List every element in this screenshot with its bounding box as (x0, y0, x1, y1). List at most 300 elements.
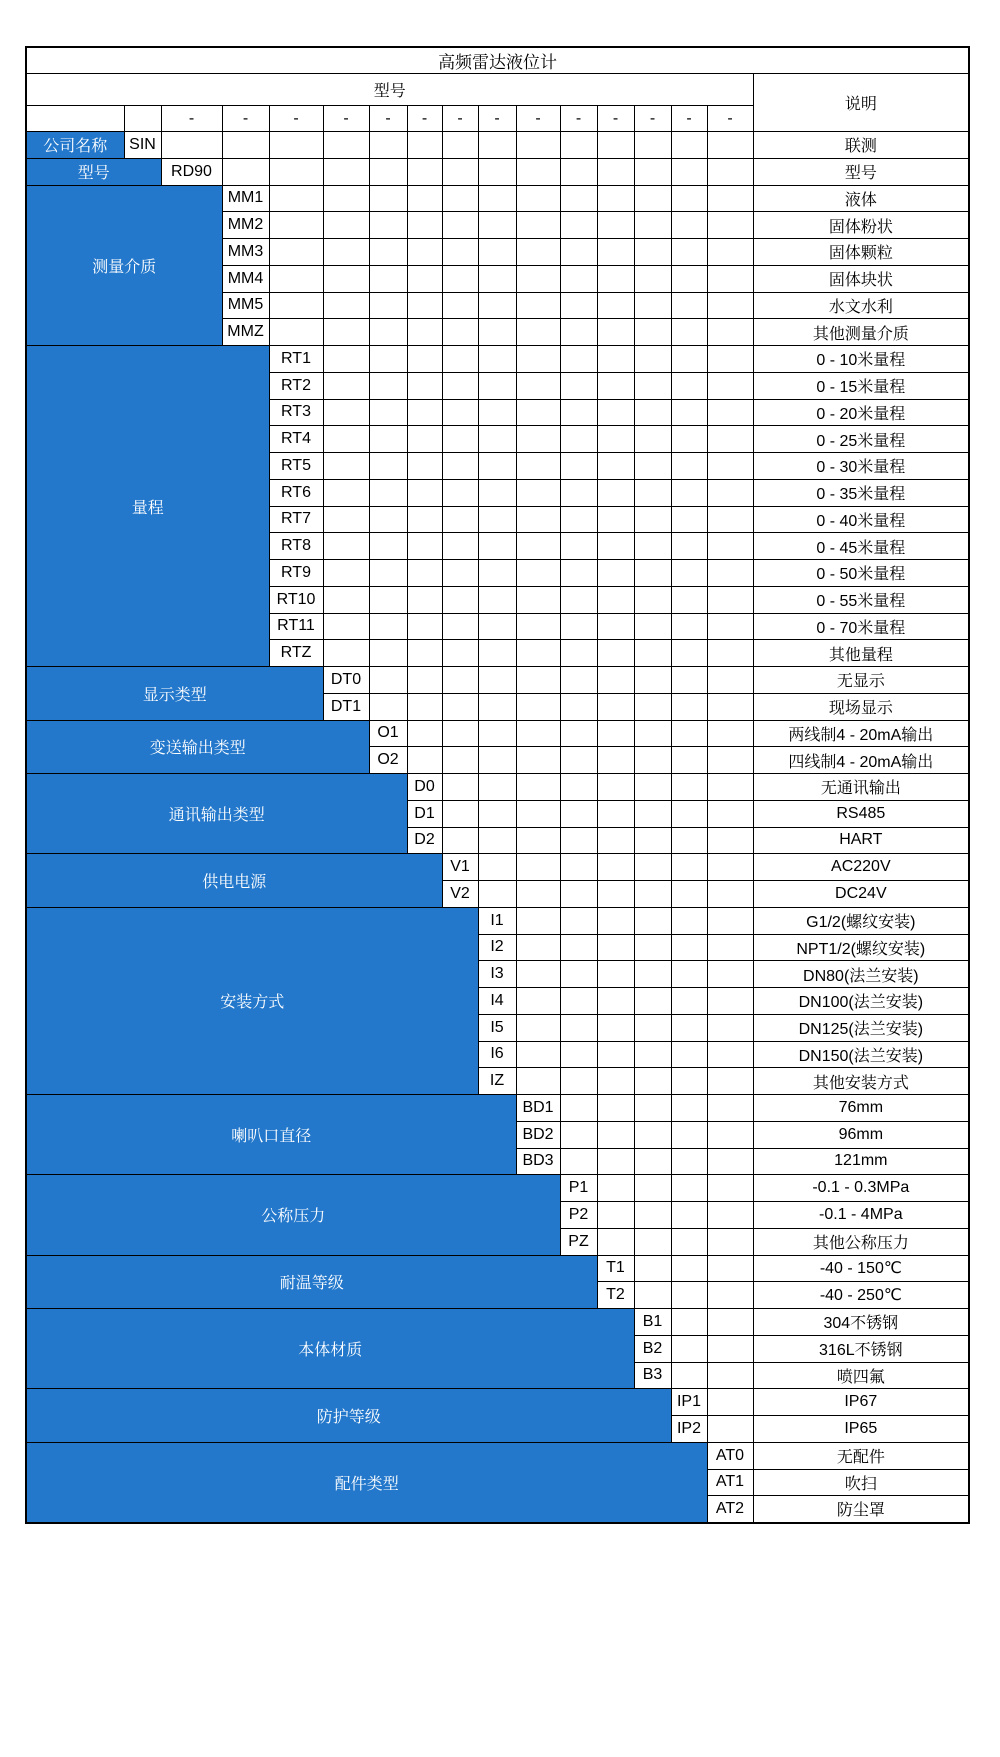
code-cell: RT6 (269, 479, 323, 506)
empty-cell (222, 158, 269, 185)
description-cell: 0 - 25米量程 (753, 426, 969, 453)
empty-cell (597, 212, 634, 239)
empty-cell (707, 961, 753, 988)
dash-cell: - (407, 106, 442, 132)
empty-cell (369, 453, 407, 480)
empty-cell (671, 506, 707, 533)
empty-cell (407, 185, 442, 212)
empty-cell (323, 265, 369, 292)
spec-row (26, 907, 969, 934)
empty-cell (597, 693, 634, 720)
empty-cell (634, 1228, 671, 1255)
spec-table-body (26, 132, 969, 1523)
empty-cell (516, 132, 560, 159)
empty-cell (707, 1175, 753, 1202)
code-cell: MM2 (222, 212, 269, 239)
description-cell: DN150(法兰安装) (753, 1041, 969, 1068)
empty-cell (671, 533, 707, 560)
empty-cell (597, 1121, 634, 1148)
category-cell: 供电电源 (26, 854, 442, 908)
empty-cell (407, 613, 442, 640)
empty-cell (634, 158, 671, 185)
empty-cell (634, 1014, 671, 1041)
empty-cell (369, 399, 407, 426)
empty-cell (478, 506, 516, 533)
empty-cell (597, 747, 634, 774)
empty-cell (323, 533, 369, 560)
empty-cell (323, 506, 369, 533)
empty-cell (707, 1041, 753, 1068)
empty-cell (516, 720, 560, 747)
empty-cell (671, 1309, 707, 1336)
description-cell: 现场显示 (753, 693, 969, 720)
empty-cell (442, 319, 478, 346)
empty-cell (671, 1202, 707, 1229)
empty-cell (478, 560, 516, 587)
empty-cell (516, 881, 560, 908)
empty-cell (560, 399, 597, 426)
empty-cell (478, 854, 516, 881)
empty-cell (671, 988, 707, 1015)
empty-cell (323, 586, 369, 613)
empty-cell (671, 747, 707, 774)
spec-row (26, 1255, 969, 1282)
spec-row (26, 185, 969, 212)
empty-cell (707, 372, 753, 399)
code-cell: B2 (634, 1335, 671, 1362)
empty-cell (671, 239, 707, 266)
empty-cell (707, 132, 753, 159)
empty-cell (671, 1014, 707, 1041)
description-cell: 96mm (753, 1121, 969, 1148)
empty-cell (478, 533, 516, 560)
empty-cell (597, 586, 634, 613)
empty-cell (671, 1228, 707, 1255)
empty-cell (560, 881, 597, 908)
empty-cell (369, 426, 407, 453)
model-selection-table (25, 46, 970, 1524)
empty-cell (707, 1309, 753, 1336)
empty-cell (516, 988, 560, 1015)
empty-cell (478, 640, 516, 667)
empty-cell (516, 907, 560, 934)
category-cell: 测量介质 (26, 185, 222, 346)
description-cell: -40 - 150℃ (753, 1255, 969, 1282)
empty-cell (478, 453, 516, 480)
empty-cell (707, 265, 753, 292)
empty-cell (707, 881, 753, 908)
empty-cell (707, 1282, 753, 1309)
empty-cell (442, 560, 478, 587)
spec-row (26, 1309, 969, 1336)
empty-cell (597, 1014, 634, 1041)
empty-cell (671, 1121, 707, 1148)
empty-cell (597, 319, 634, 346)
empty-cell (707, 693, 753, 720)
empty-cell (671, 399, 707, 426)
code-cell: RT4 (269, 426, 323, 453)
empty-cell (707, 506, 753, 533)
empty-cell (323, 319, 369, 346)
description-cell: 液体 (753, 185, 969, 212)
empty-cell (516, 827, 560, 854)
empty-cell (478, 800, 516, 827)
empty-cell (560, 426, 597, 453)
empty-cell (671, 827, 707, 854)
empty-cell (707, 1389, 753, 1416)
spec-row (26, 667, 969, 694)
empty-cell (671, 1041, 707, 1068)
empty-cell (634, 774, 671, 801)
dash-cell: - (478, 106, 516, 132)
empty-cell (597, 132, 634, 159)
empty-cell (407, 693, 442, 720)
empty-cell (634, 907, 671, 934)
description-cell: 两线制4 - 20mA输出 (753, 720, 969, 747)
empty-cell (671, 453, 707, 480)
description-cell: RS485 (753, 800, 969, 827)
empty-cell (442, 265, 478, 292)
empty-cell (634, 132, 671, 159)
empty-cell (560, 506, 597, 533)
description-cell: AC220V (753, 854, 969, 881)
empty-cell (369, 265, 407, 292)
empty-cell (707, 907, 753, 934)
empty-cell (269, 212, 323, 239)
empty-cell (369, 560, 407, 587)
empty-cell (634, 1202, 671, 1229)
description-cell: 喷四氟 (753, 1362, 969, 1389)
description-cell: 0 - 50米量程 (753, 560, 969, 587)
code-cell: I4 (478, 988, 516, 1015)
empty-cell (671, 961, 707, 988)
empty-cell (323, 640, 369, 667)
empty-cell (407, 560, 442, 587)
empty-cell (707, 1416, 753, 1443)
empty-cell (707, 185, 753, 212)
model-selection-table-wrap (25, 46, 970, 1524)
empty-cell (478, 212, 516, 239)
dash-cell: - (597, 106, 634, 132)
description-cell: 固体颗粒 (753, 239, 969, 266)
empty-cell (597, 185, 634, 212)
empty-cell (671, 881, 707, 908)
empty-cell (516, 774, 560, 801)
empty-cell (478, 158, 516, 185)
spec-row (26, 774, 969, 801)
description-cell: 76mm (753, 1095, 969, 1122)
empty-cell (269, 185, 323, 212)
spec-row (26, 720, 969, 747)
empty-cell (707, 1228, 753, 1255)
empty-cell (442, 586, 478, 613)
description-cell: IP67 (753, 1389, 969, 1416)
empty-cell (671, 774, 707, 801)
empty-cell (323, 158, 369, 185)
empty-cell (516, 693, 560, 720)
empty-cell (516, 747, 560, 774)
empty-cell (516, 185, 560, 212)
empty-cell (478, 693, 516, 720)
empty-cell (323, 372, 369, 399)
empty-cell (516, 506, 560, 533)
empty-cell (634, 479, 671, 506)
dash-cell: - (222, 106, 269, 132)
description-cell: 0 - 40米量程 (753, 506, 969, 533)
empty-cell (478, 132, 516, 159)
empty-cell (634, 533, 671, 560)
code-cell: B3 (634, 1362, 671, 1389)
empty-cell (634, 1041, 671, 1068)
empty-cell (369, 613, 407, 640)
empty-cell (516, 426, 560, 453)
code-cell: I1 (478, 907, 516, 934)
empty-cell (671, 185, 707, 212)
empty-cell (597, 1175, 634, 1202)
description-cell: 联测 (753, 132, 969, 159)
spec-row (26, 158, 969, 185)
empty-cell (478, 774, 516, 801)
dash-cell: - (634, 106, 671, 132)
empty-cell (671, 372, 707, 399)
empty-cell (442, 453, 478, 480)
code-cell: BD3 (516, 1148, 560, 1175)
empty-cell (407, 426, 442, 453)
description-cell: 固体粉状 (753, 212, 969, 239)
empty-cell (407, 292, 442, 319)
empty-cell (634, 1148, 671, 1175)
empty-cell (560, 560, 597, 587)
code-cell: PZ (560, 1228, 597, 1255)
empty-cell (478, 667, 516, 694)
code-cell: D2 (407, 827, 442, 854)
empty-cell (634, 667, 671, 694)
empty-cell (707, 479, 753, 506)
empty-cell (671, 158, 707, 185)
description-cell: 0 - 15米量程 (753, 372, 969, 399)
empty-cell (442, 132, 478, 159)
empty-cell (407, 533, 442, 560)
empty-cell (597, 506, 634, 533)
empty-cell (671, 346, 707, 373)
empty-cell (369, 693, 407, 720)
empty-cell (560, 1095, 597, 1122)
category-cell: 公称压力 (26, 1175, 560, 1255)
empty-cell (560, 827, 597, 854)
empty-cell (671, 613, 707, 640)
code-cell: RT10 (269, 586, 323, 613)
empty-cell (369, 640, 407, 667)
empty-cell (369, 239, 407, 266)
empty-cell (634, 934, 671, 961)
code-cell: IP2 (671, 1416, 707, 1443)
empty-cell (407, 265, 442, 292)
empty-cell (560, 239, 597, 266)
empty-cell (478, 586, 516, 613)
description-cell: 0 - 30米量程 (753, 453, 969, 480)
empty-cell (597, 1148, 634, 1175)
description-cell: 其他公称压力 (753, 1228, 969, 1255)
empty-cell (671, 560, 707, 587)
empty-cell (597, 613, 634, 640)
code-cell: AT0 (707, 1442, 753, 1469)
empty-cell (516, 399, 560, 426)
empty-cell (407, 372, 442, 399)
code-cell: IP1 (671, 1389, 707, 1416)
empty-cell (161, 132, 222, 159)
empty-cell (634, 346, 671, 373)
empty-cell (560, 1014, 597, 1041)
empty-cell (369, 586, 407, 613)
empty-cell (707, 800, 753, 827)
empty-cell (707, 1014, 753, 1041)
empty-cell (442, 613, 478, 640)
empty-cell (323, 132, 369, 159)
category-cell: 防护等级 (26, 1389, 671, 1443)
empty-cell (597, 667, 634, 694)
empty-cell (516, 453, 560, 480)
empty-cell (269, 239, 323, 266)
description-cell: DN100(法兰安装) (753, 988, 969, 1015)
empty-cell (369, 533, 407, 560)
empty-cell (516, 372, 560, 399)
empty-cell (671, 1148, 707, 1175)
description-cell: 型号 (753, 158, 969, 185)
code-cell: I2 (478, 934, 516, 961)
empty-cell (597, 158, 634, 185)
code-cell: BD1 (516, 1095, 560, 1122)
empty-cell (634, 426, 671, 453)
code-cell: SIN (124, 132, 161, 159)
description-cell: 防尘罩 (753, 1496, 969, 1523)
empty-cell (597, 988, 634, 1015)
empty-cell (707, 1148, 753, 1175)
empty-cell (560, 479, 597, 506)
dash-cell: - (161, 106, 222, 132)
empty-cell (597, 372, 634, 399)
code-cell: O2 (369, 747, 407, 774)
empty-cell (707, 239, 753, 266)
empty-cell (442, 185, 478, 212)
empty-cell (442, 239, 478, 266)
empty-cell (707, 667, 753, 694)
empty-cell (560, 319, 597, 346)
code-cell: RT2 (269, 372, 323, 399)
category-cell: 安装方式 (26, 907, 478, 1094)
empty-cell (516, 158, 560, 185)
empty-cell (597, 265, 634, 292)
empty-cell (516, 1068, 560, 1095)
code-cell: T2 (597, 1282, 634, 1309)
code-cell: P1 (560, 1175, 597, 1202)
empty-cell (671, 132, 707, 159)
code-cell: RT11 (269, 613, 323, 640)
code-cell: MM3 (222, 239, 269, 266)
empty-cell (369, 292, 407, 319)
description-cell: -0.1 - 0.3MPa (753, 1175, 969, 1202)
empty-cell (707, 613, 753, 640)
code-cell: DT0 (323, 667, 369, 694)
empty-cell (634, 319, 671, 346)
empty-cell (707, 720, 753, 747)
description-cell: -40 - 250℃ (753, 1282, 969, 1309)
empty-cell (671, 586, 707, 613)
empty-cell (707, 1362, 753, 1389)
empty-cell (560, 854, 597, 881)
empty-cell (597, 1041, 634, 1068)
empty-cell (478, 747, 516, 774)
code-cell: DT1 (323, 693, 369, 720)
empty-cell (634, 292, 671, 319)
empty-cell (478, 319, 516, 346)
empty-cell (634, 1255, 671, 1282)
empty-cell (671, 800, 707, 827)
spec-row (26, 854, 969, 881)
description-header: 说明 (753, 74, 969, 132)
empty-cell (707, 747, 753, 774)
empty-cell (634, 1068, 671, 1095)
empty-cell (516, 1014, 560, 1041)
empty-cell (634, 854, 671, 881)
category-cell: 通讯输出类型 (26, 774, 407, 854)
empty-cell (560, 640, 597, 667)
model-header-row (26, 74, 969, 106)
description-cell: 0 - 70米量程 (753, 613, 969, 640)
empty-cell (634, 881, 671, 908)
description-cell: 无显示 (753, 667, 969, 694)
description-cell: 水文水利 (753, 292, 969, 319)
empty-cell (560, 667, 597, 694)
empty-cell (597, 640, 634, 667)
empty-cell (516, 239, 560, 266)
empty-cell (634, 827, 671, 854)
category-cell: 变送输出类型 (26, 720, 369, 774)
empty-cell (707, 827, 753, 854)
empty-cell (560, 265, 597, 292)
empty-cell (560, 453, 597, 480)
empty-cell (442, 479, 478, 506)
empty-cell (442, 747, 478, 774)
empty-cell (671, 319, 707, 346)
empty-cell (323, 613, 369, 640)
empty-cell (323, 453, 369, 480)
empty-cell (671, 907, 707, 934)
empty-cell (597, 1095, 634, 1122)
empty-cell (442, 827, 478, 854)
empty-cell (478, 239, 516, 266)
empty-cell (560, 292, 597, 319)
empty-cell (560, 720, 597, 747)
empty-cell (323, 399, 369, 426)
empty-cell (369, 506, 407, 533)
category-cell: 耐温等级 (26, 1255, 597, 1309)
code-cell: RT8 (269, 533, 323, 560)
empty-cell (707, 586, 753, 613)
dash-cell: - (560, 106, 597, 132)
empty-cell (671, 667, 707, 694)
description-cell: 其他量程 (753, 640, 969, 667)
title-row (26, 47, 969, 74)
empty-cell (634, 1095, 671, 1122)
empty-cell (634, 613, 671, 640)
description-cell: DN80(法兰安装) (753, 961, 969, 988)
empty-cell (597, 426, 634, 453)
spec-row (26, 1442, 969, 1469)
empty-cell (560, 212, 597, 239)
code-cell: P2 (560, 1202, 597, 1229)
empty-cell (634, 239, 671, 266)
empty-cell (707, 319, 753, 346)
